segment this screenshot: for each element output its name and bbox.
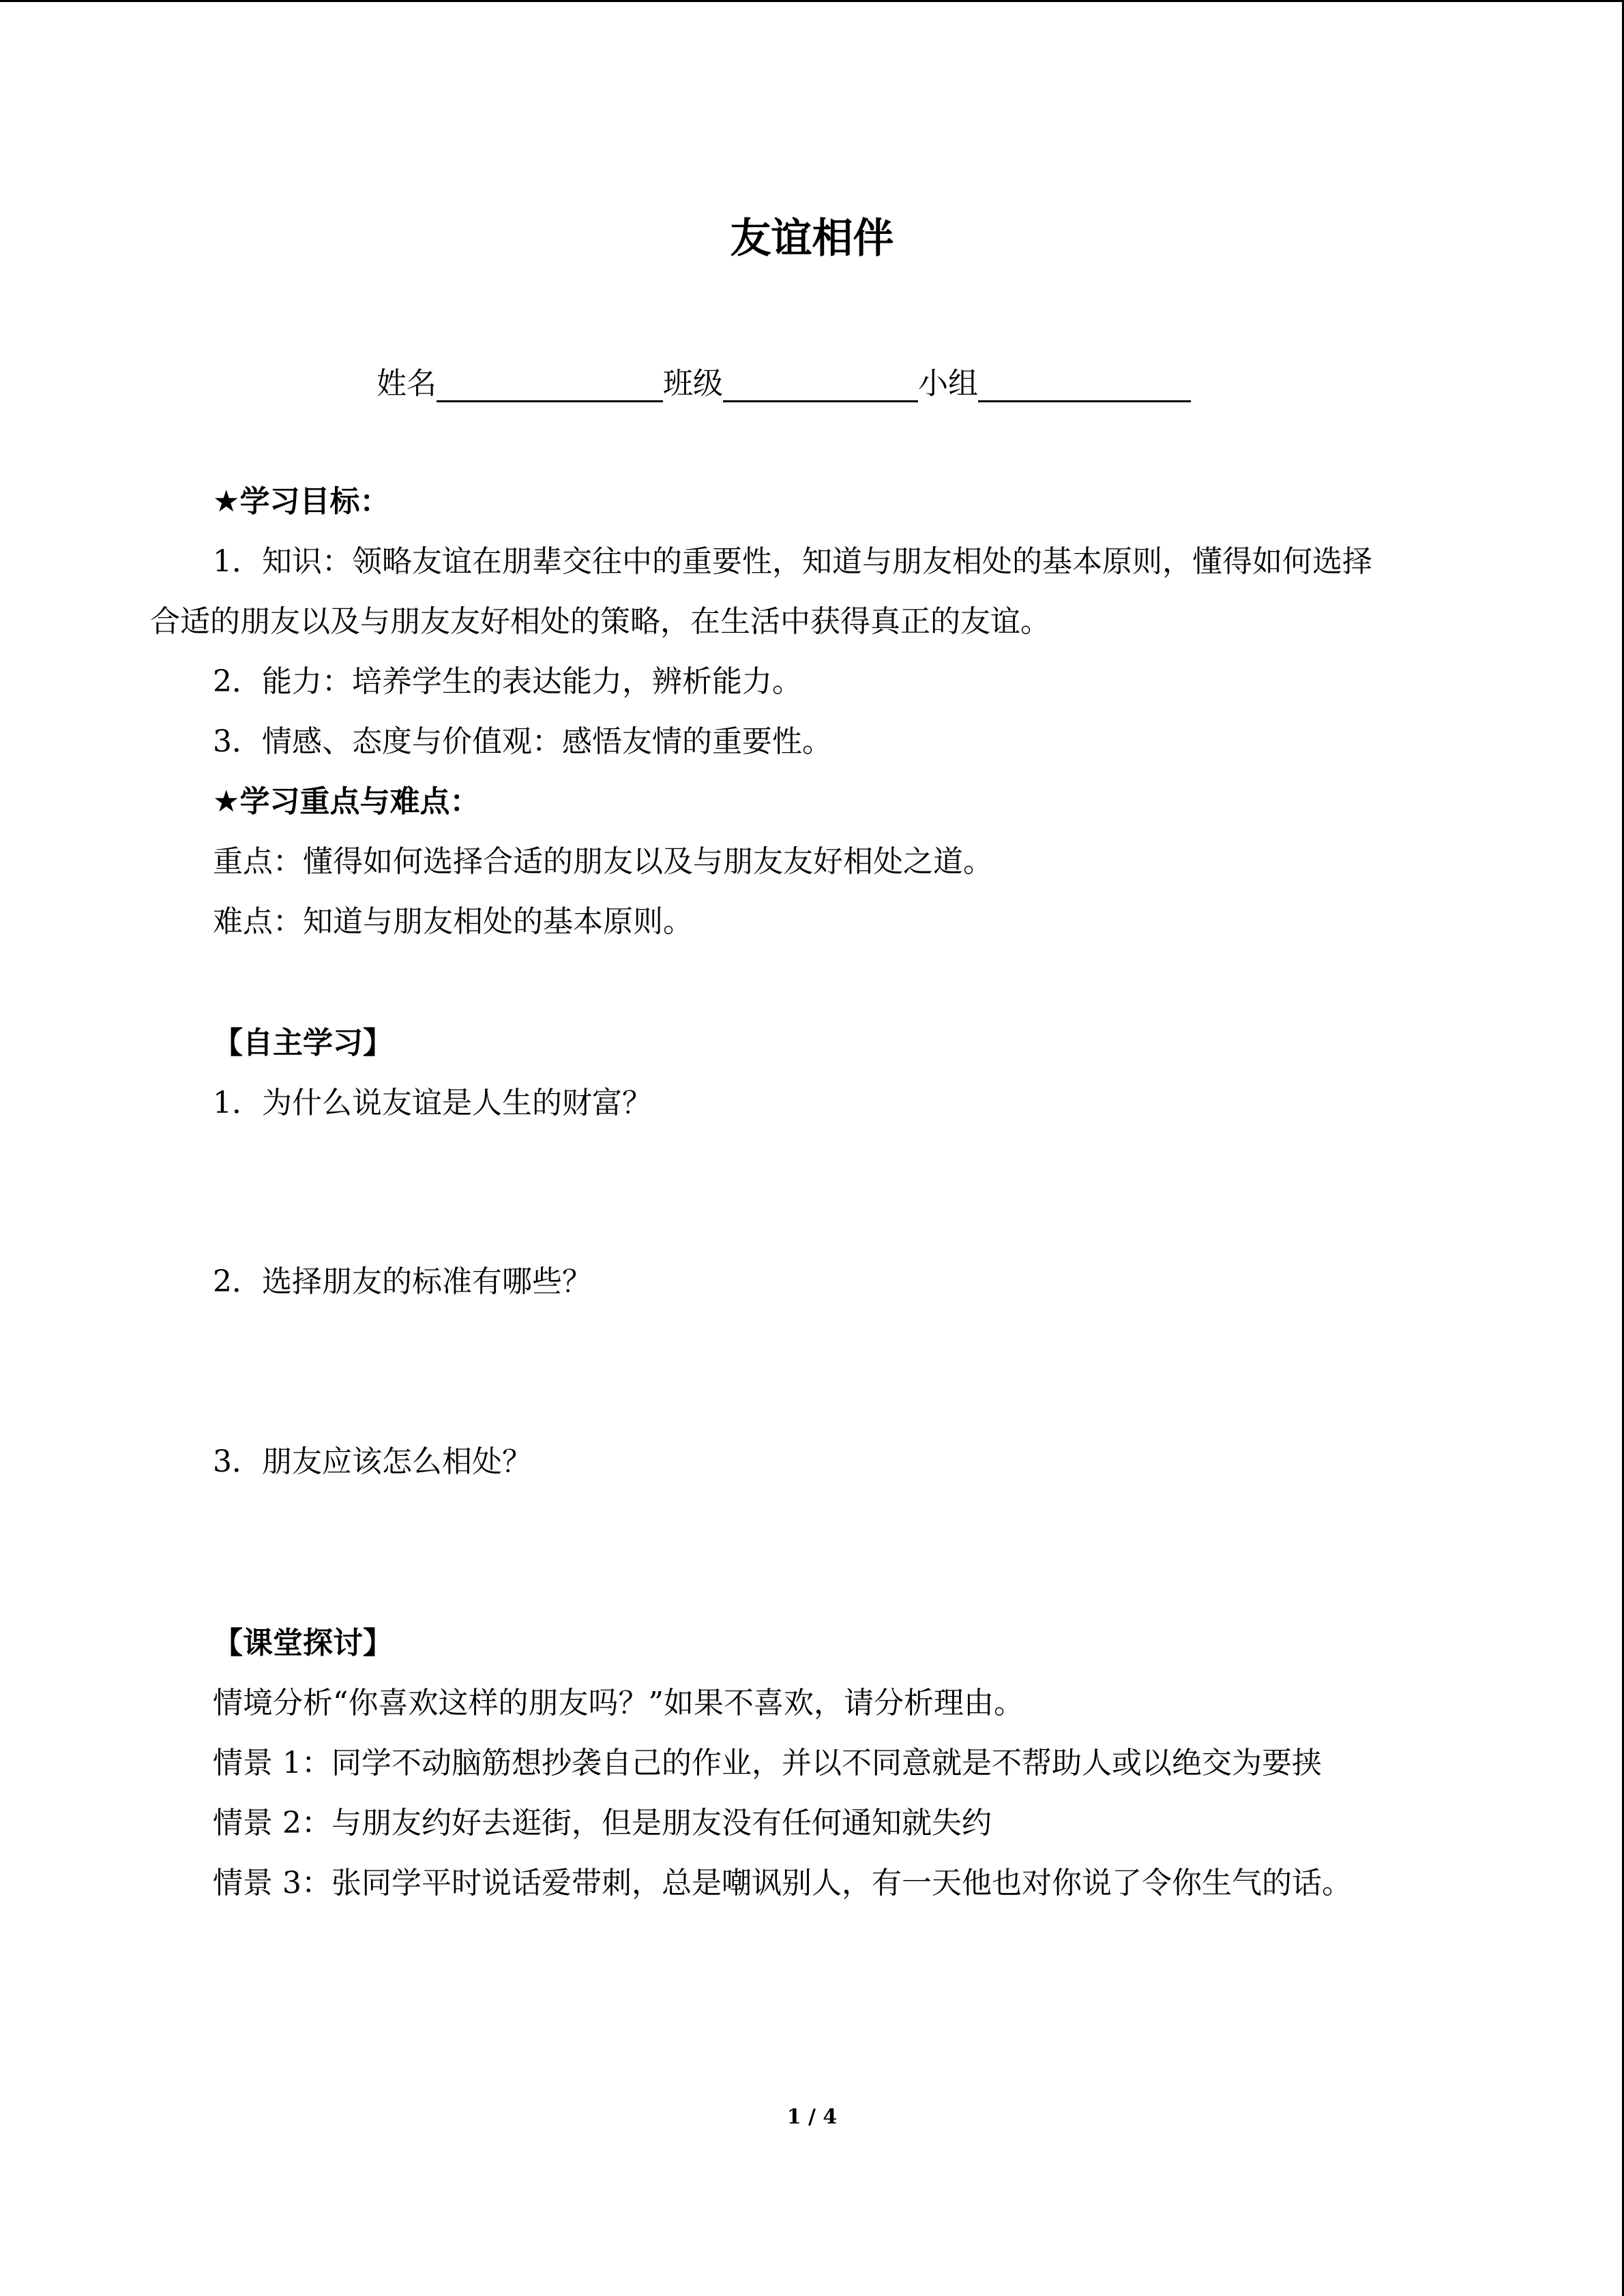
key-point-focus: 重点：懂得如何选择合适的朋友以及与朋友友好相处之道。	[213, 844, 993, 879]
goal-item-3: 3．情感、态度与价值观：感悟友情的重要性。	[213, 724, 832, 759]
class-label: 班级	[663, 366, 723, 401]
group-label: 小组	[918, 366, 978, 401]
discussion-scene-2: 情景 2：与朋友约好去逛街，但是朋友没有任何通知就失约	[213, 1806, 992, 1840]
page-number: 1 / 4	[786, 2105, 838, 2129]
goal-item-1-line-2: 合适的朋友以及与朋友友好相处的策略，在生活中获得真正的友谊。	[150, 604, 1050, 639]
group-blank[interactable]	[978, 363, 1191, 402]
name-label: 姓名	[377, 366, 437, 401]
key-point-difficulty: 难点：知道与朋友相处的基本原则。	[213, 904, 693, 939]
document-title: 友谊相伴	[730, 215, 894, 263]
name-blank[interactable]	[437, 363, 663, 402]
key-points-heading: ★学习重点与难点：	[213, 784, 480, 819]
self-study-question-3: 3．朋友应该怎么相处？	[213, 1444, 532, 1479]
discussion-intro: 情境分析“你喜欢这样的朋友吗？”如果不喜欢，请分析理由。	[213, 1686, 1024, 1720]
goal-item-2: 2．能力：培养学生的表达能力，辨析能力。	[213, 664, 802, 699]
discussion-scene-1: 情景 1：同学不动脑筋想抄袭自己的作业，并以不同意就是不帮助人或以绝交为要挟	[213, 1746, 1322, 1780]
student-info-row	[377, 360, 1191, 408]
goal-item-1-line-1: 1．知识：领略友谊在朋辈交往中的重要性，知道与朋友相处的基本原则，懂得如何选择	[213, 544, 1372, 579]
class-blank[interactable]	[723, 363, 918, 402]
goals-heading: ★学习目标：	[213, 484, 390, 519]
self-study-heading: 【自主学习】	[213, 1026, 393, 1060]
page-border-top	[0, 0, 1624, 2]
discussion-heading: 【课堂探讨】	[213, 1626, 393, 1660]
discussion-scene-3: 情景 3：张同学平时说话爱带刺，总是嘲讽别人，有一天他也对你说了令你生气的话。	[213, 1866, 1352, 1900]
self-study-question-1: 1．为什么说友谊是人生的财富？	[213, 1086, 652, 1120]
self-study-question-2: 2．选择朋友的标准有哪些？	[213, 1264, 592, 1299]
